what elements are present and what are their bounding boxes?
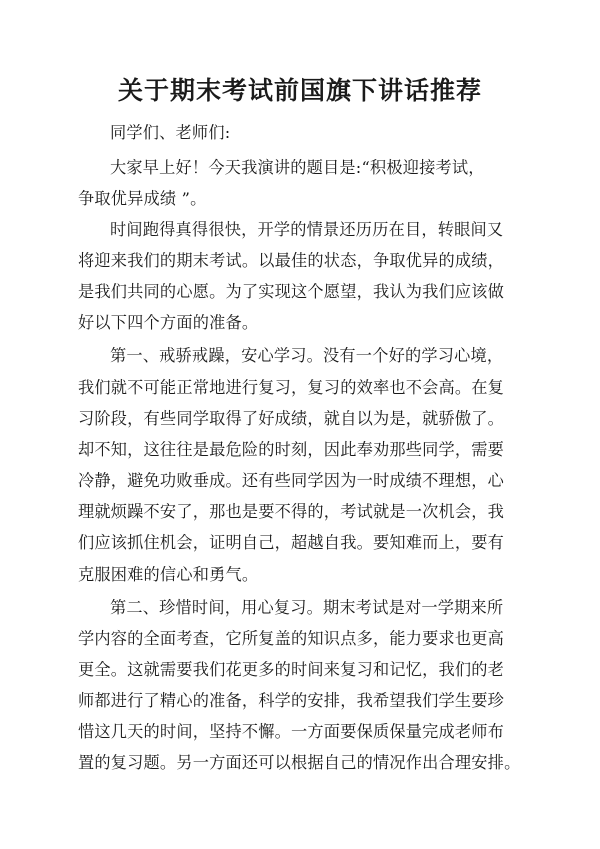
paragraph-line: 冷静，避免功败垂成。还有些同学因为一时成绩不理想，心 — [78, 471, 505, 490]
paragraph-line: 同学们、老师们: — [110, 123, 231, 142]
paragraph-line: 克服困难的信心和勇气。 — [78, 565, 259, 584]
paragraph-line: 争取优异成绩 ”。 — [78, 189, 207, 208]
paragraph-line: 是我们共同的心愿。为了实现这个愿望，我认为我们应该做 — [78, 282, 505, 301]
document-title: 关于期末考试前国旗下讲话推荐 — [117, 76, 482, 105]
paragraph-line: 时间跑得真得很快，开学的情景还历历在目，转眼间又 — [110, 220, 504, 239]
paragraph-line: 好以下四个方面的准备。 — [78, 313, 259, 332]
paragraph-line: 惜这几天的时间，坚持不懈。一方面要保质保量完成老师布 — [78, 722, 505, 741]
paragraph-line: 理就烦躁不安了，那也是要不得的，考试就是一次机会，我 — [78, 502, 505, 521]
paragraph-line: 将迎来我们的期末考试。以最佳的状态，争取优异的成绩， — [78, 251, 505, 270]
paragraph-line: 学内容的全面考查，它所复盖的知识点多，能力要求也更高 — [78, 629, 505, 648]
paragraph-line: 更全。这就需要我们花更多的时间来复习和记忆，我们的老 — [78, 660, 505, 679]
paragraph-line: 我们就不可能正常地进行复习，复习的效率也不会高。在复 — [78, 378, 505, 397]
paragraph-line: 置的复习题。另一方面还可以根据自己的情况作出合理安排。 — [78, 753, 521, 772]
paragraph-line: 第一、戒骄戒躁，安心学习。没有一个好的学习心境， — [110, 346, 504, 365]
paragraph-line: 却不知，这往往是最危险的时刻，因此奉劝那些同学，需要 — [78, 440, 505, 459]
paragraph-line: 大家早上好！今天我演讲的题目是:“积极迎接考试， — [110, 158, 485, 177]
paragraph-line: 习阶段，有些同学取得了好成绩，就自以为是，就骄傲了。 — [78, 409, 505, 428]
paragraph-line: 第二、珍惜时间，用心复习。期末考试是对一学期来所 — [110, 598, 504, 617]
paragraph-line: 师都进行了精心的准备，科学的安排，我希望我们学生要珍 — [78, 691, 505, 710]
paragraph-line: 们应该抓住机会，证明自己，超越自我。要知难而上，要有 — [78, 533, 505, 552]
